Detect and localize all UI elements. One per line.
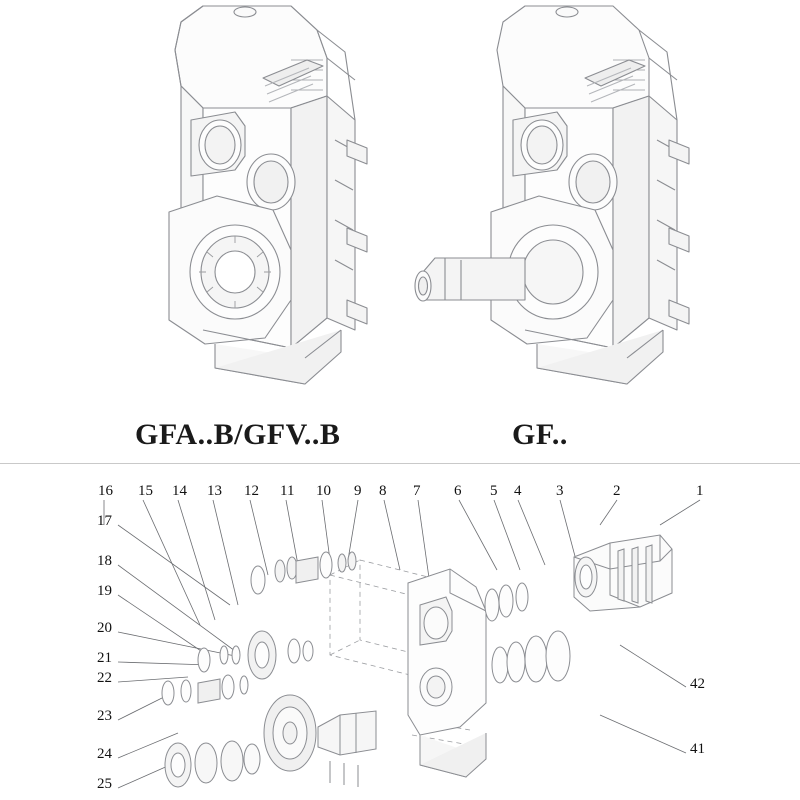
callout-18: 18	[97, 553, 112, 569]
callout-6: 6	[454, 483, 462, 499]
gearbox-with-output-shaft-drawing	[405, 0, 705, 400]
callout-1: 1	[696, 483, 704, 499]
callout-22: 22	[97, 670, 112, 686]
callout-12: 12	[244, 483, 259, 499]
callout-11: 11	[280, 483, 295, 499]
caption-left: GFA..B/GFV..B	[135, 418, 341, 451]
callout-19: 19	[97, 583, 112, 599]
exploded-drawing	[0, 465, 800, 800]
callout-4: 4	[514, 483, 522, 499]
callout-8: 8	[379, 483, 387, 499]
callout-16: 16	[98, 483, 113, 499]
caption-right: GF..	[512, 418, 568, 451]
callout-2: 2	[613, 483, 621, 499]
callout-17: 17	[97, 513, 112, 529]
gearbox-without-shaft-drawing	[95, 0, 385, 400]
callout-10: 10	[316, 483, 331, 499]
callout-42: 42	[690, 676, 705, 692]
callout-13: 13	[207, 483, 222, 499]
section-divider	[0, 463, 800, 464]
exploded-parts-diagram	[0, 465, 800, 800]
callout-23: 23	[97, 708, 112, 724]
callout-9: 9	[354, 483, 362, 499]
callout-41: 41	[690, 741, 705, 757]
callout-20: 20	[97, 620, 112, 636]
callout-21: 21	[97, 650, 112, 666]
callout-14: 14	[172, 483, 187, 499]
callout-24: 24	[97, 746, 112, 762]
callout-3: 3	[556, 483, 564, 499]
callout-7: 7	[413, 483, 421, 499]
callout-25: 25	[97, 776, 112, 792]
callout-15: 15	[138, 483, 153, 499]
callout-5: 5	[490, 483, 498, 499]
